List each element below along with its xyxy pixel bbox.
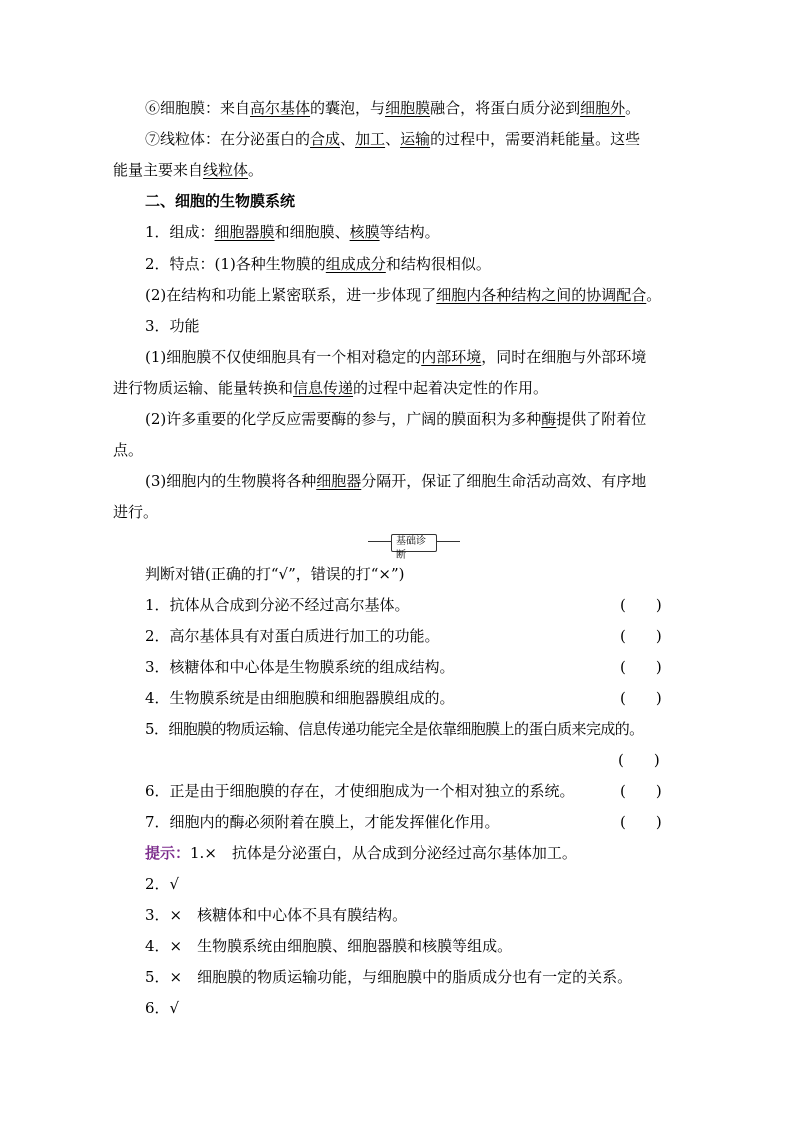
- underlined-term: 高尔基体: [250, 99, 311, 117]
- judge-item: 3．核糖体和中心体是生物膜系统的组成结构。: [145, 658, 455, 676]
- tip-label: 提示：: [145, 844, 191, 862]
- underlined-term: 酶: [541, 410, 557, 428]
- underlined-term: 合成: [310, 130, 341, 148]
- answer-blank[interactable]: ( ): [620, 813, 662, 831]
- underlined-term: 细胞器膜: [214, 223, 275, 241]
- answer-blank[interactable]: ( ): [620, 689, 662, 707]
- underlined-term: 核膜: [349, 223, 380, 241]
- text: 融合，将蛋白质分泌到: [430, 99, 581, 117]
- judge-item: 7．细胞内的酶必须附着在膜上，才能发挥催化作用。: [145, 813, 500, 831]
- item-features-2: [145, 284, 661, 306]
- text: 的过程中起着决定性的作用。: [353, 379, 549, 397]
- text: 。: [646, 286, 662, 304]
- text: 的囊泡，与: [310, 99, 386, 117]
- answer-blank[interactable]: ( ): [620, 658, 662, 676]
- item-features: [145, 253, 491, 275]
- item-function-title: 3．功能: [145, 317, 200, 335]
- circled-number: ⑥: [145, 99, 161, 117]
- underlined-term: 细胞膜: [385, 99, 431, 117]
- paragraph-mitochondria-line2: [113, 159, 263, 181]
- function-1-line2: [113, 377, 548, 399]
- underlined-term: 细胞外: [580, 99, 626, 117]
- underlined-term: 运输: [400, 130, 431, 148]
- text: 和结构很相似。: [385, 255, 491, 273]
- function-2: [145, 408, 646, 430]
- text: 2．特点：(1)各种生物膜的: [145, 255, 326, 273]
- judge-instructions: 判断对错(正确的打“√”，错误的打“×”): [145, 565, 405, 583]
- text: 提供了附着位: [556, 410, 647, 428]
- answer-blank[interactable]: ( ): [620, 596, 662, 614]
- underlined-term: 内部环境: [421, 348, 482, 366]
- answer-text: 1.× 抗体是分泌蛋白，从合成到分泌经过高尔基体加工。: [190, 844, 577, 862]
- item-composition: [145, 221, 440, 243]
- function-3-line2: 进行。: [113, 503, 159, 521]
- text: 能量主要来自: [113, 161, 204, 179]
- function-2-line2: 点。: [113, 441, 144, 459]
- text: 等结构。: [379, 223, 440, 241]
- answer-blank[interactable]: ( ): [618, 751, 660, 769]
- judge-item: 1．抗体从合成到分泌不经过高尔基体。: [145, 596, 410, 614]
- judge-item: 6．正是由于细胞膜的存在，才使细胞成为一个相对独立的系统。: [145, 782, 575, 800]
- tip-line: [145, 842, 577, 864]
- text: (3)细胞内的生物膜将各种: [145, 472, 317, 490]
- text: 。: [625, 99, 641, 117]
- section-banner: [368, 534, 460, 561]
- underlined-term: 信息传递: [293, 379, 354, 397]
- text: (2)在结构和功能上紧密联系，进一步体现了: [145, 286, 437, 304]
- judge-item: 4．生物膜系统是由细胞膜和细胞器膜组成的。: [145, 689, 455, 707]
- answer-text: 6．√: [145, 999, 180, 1017]
- underlined-term: 线粒体: [203, 161, 249, 179]
- underlined-term: 组成成分: [325, 255, 386, 273]
- text: 细胞膜：来自: [160, 99, 251, 117]
- answer-blank[interactable]: ( ): [620, 782, 662, 800]
- judge-item: 2．高尔基体具有对蛋白质进行加工的功能。: [145, 627, 440, 645]
- answer-text: 2．√: [145, 875, 180, 893]
- text: 的过程中，需要消耗能量。这些: [430, 130, 641, 148]
- text: 、: [385, 130, 401, 148]
- section-title: 二、细胞的生物膜系统: [145, 192, 296, 210]
- underlined-term: 细胞器: [316, 472, 362, 490]
- judge-item: 5．细胞膜的物质运输、信息传递功能完全是依靠细胞膜上的蛋白质来完成的。: [145, 720, 644, 738]
- text: 线粒体：在分泌蛋白的: [160, 130, 311, 148]
- text: (1)细胞膜不仅使细胞具有一个相对稳定的: [145, 348, 422, 366]
- paragraph-cell-membrane: [145, 97, 640, 119]
- answer-blank[interactable]: ( ): [620, 627, 662, 645]
- banner-label: 基础诊断: [391, 534, 437, 552]
- text: 、: [340, 130, 356, 148]
- function-3: [145, 470, 646, 492]
- function-1: [145, 346, 646, 368]
- text: 。: [248, 161, 264, 179]
- text: 和细胞膜、: [274, 223, 350, 241]
- text: 分隔开，保证了细胞生命活动高效、有序地: [361, 472, 647, 490]
- circled-number: ⑦: [145, 130, 161, 148]
- text: 进行物质运输、能量转换和: [113, 379, 294, 397]
- text: (2)许多重要的化学反应需要酶的参与，广阔的膜面积为多种: [145, 410, 542, 428]
- text: 1．组成：: [145, 223, 215, 241]
- underlined-term: 加工: [355, 130, 386, 148]
- text: ，同时在细胞与外部环境: [481, 348, 647, 366]
- answer-text: 4．× 生物膜系统由细胞膜、细胞器膜和核膜等组成。: [145, 937, 513, 955]
- underlined-term: 细胞内各种结构之间的协调配合: [436, 286, 647, 304]
- paragraph-mitochondria: [145, 128, 640, 150]
- answer-text: 5．× 细胞膜的物质运输功能，与细胞膜中的脂质成分也有一定的关系。: [145, 968, 633, 986]
- answer-text: 3．× 核糖体和中心体不具有膜结构。: [145, 906, 408, 924]
